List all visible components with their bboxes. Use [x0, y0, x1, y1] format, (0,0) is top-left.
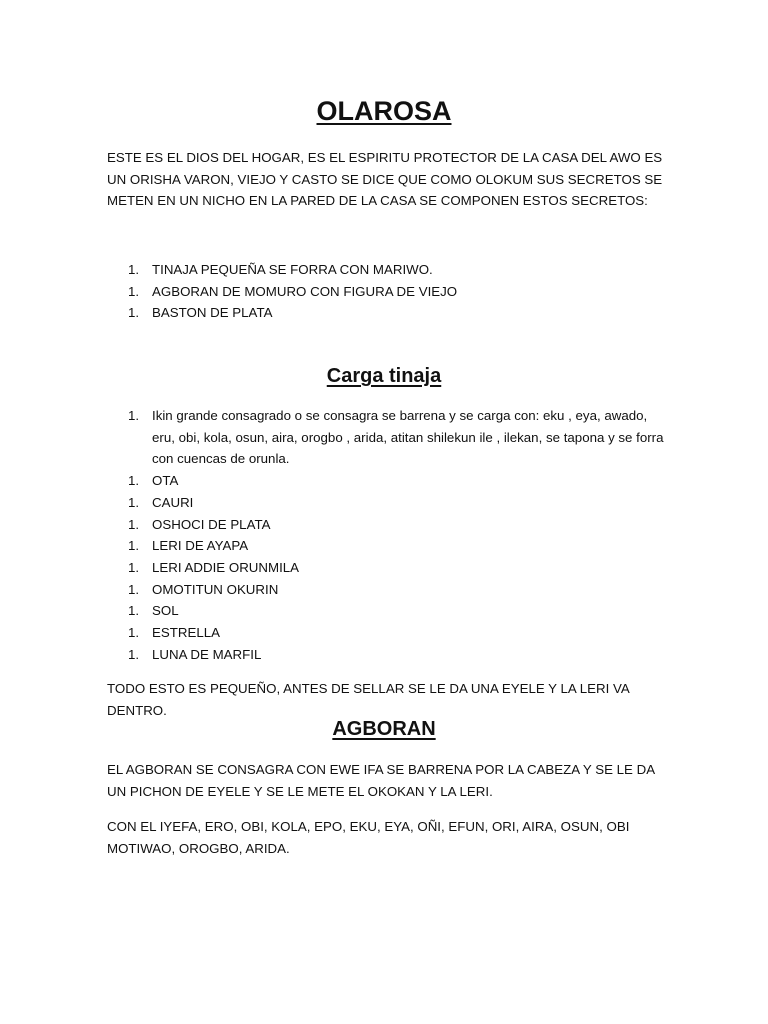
agboran-paragraph-2: CON EL IYEFA, ERO, OBI, KOLA, EPO, EKU, EYA, OÑI, EFUN, ORI, AIRA, OSUN, OBI MOTIWAO, OROGBO, ARIDA. — [107, 819, 630, 856]
agboran-paragraph-1: EL AGBORAN SE CONSAGRA CON EWE IFA SE BARRENA POR LA CABEZA Y SE LE DA UN PICHON DE EYELE Y SE LE METE EL OKOKAN Y LA LERI. — [107, 762, 655, 799]
list-item-text: OSHOCI DE PLATA — [152, 516, 271, 532]
list-number: 1. — [128, 283, 140, 299]
list-number: 1. — [128, 494, 140, 510]
list-item — [107, 302, 667, 324]
list-number: 1. — [128, 473, 140, 489]
list-item-text: LERI DE AYAPA — [152, 538, 249, 554]
page-title: OLAROSA — [316, 96, 452, 126]
list-item-text: SOL — [152, 603, 179, 619]
list-number: 1. — [128, 559, 140, 575]
section-heading-agboran: AGBORAN — [332, 718, 436, 740]
list-item-text: AGBORAN DE MOMURO CON FIGURA DE VIEJO — [152, 283, 458, 299]
secrets-list — [107, 259, 667, 324]
list-number: 1. — [128, 603, 140, 619]
list-item-text: CAURI — [152, 494, 194, 510]
list-item — [107, 492, 667, 514]
list-number: 1. — [128, 625, 140, 641]
list-item — [107, 259, 667, 281]
carga-note-paragraph: TODO ESTO ES PEQUEÑO, ANTES DE SELLAR SE LE DA UNA EYELE Y LA LERI VA DENTRO. — [107, 681, 629, 718]
list-number: 1. — [128, 516, 140, 532]
list-number: 1. — [128, 305, 140, 321]
list-item-text: Ikin grande consagrado o se consagra se barrena y se carga con: eku , eya, awado, eru, obi, kola, osun, aira, orogbo , arida, atitan shilekun ile , ilekan, se tapona y se forra con cuencas de orunla. — [152, 408, 664, 467]
list-item-text: LERI ADDIE ORUNMILA — [152, 559, 300, 575]
list-item — [107, 579, 667, 601]
list-item-text: BASTON DE PLATA — [152, 305, 273, 321]
list-number: 1. — [128, 581, 140, 597]
list-item-text: ESTRELLA — [152, 625, 220, 641]
list-number: 1. — [128, 262, 140, 277]
section-heading-carga: Carga tinaja — [326, 365, 442, 387]
list-item — [107, 557, 667, 579]
list-number: 1. — [128, 408, 140, 423]
list-item — [107, 622, 667, 644]
list-item — [107, 644, 667, 666]
list-item — [107, 405, 667, 470]
list-number: 1. — [128, 538, 140, 554]
list-item — [107, 470, 667, 492]
list-item-text: OTA — [152, 473, 179, 489]
list-item-text: LUNA DE MARFIL — [152, 646, 262, 662]
list-item-text: TINAJA PEQUEÑA SE FORRA CON MARIWO. — [152, 262, 433, 277]
list-item — [107, 514, 667, 536]
list-item-text: OMOTITUN OKURIN — [152, 581, 279, 597]
list-number: 1. — [128, 646, 140, 662]
list-item — [107, 535, 667, 557]
list-item — [107, 600, 667, 622]
carga-list — [107, 405, 667, 665]
intro-paragraph: ESTE ES EL DIOS DEL HOGAR, ES EL ESPIRITU PROTECTOR DE LA CASA DEL AWO ES UN ORISHA VARON, VIEJO Y CASTO SE DICE QUE COMO OLOKUM SUS SECRETOS SE METEN EN UN NICHO EN LA PARED DE LA CASA SE COMPONEN ESTOS SECRETOS: — [107, 150, 663, 209]
list-item — [107, 281, 667, 303]
